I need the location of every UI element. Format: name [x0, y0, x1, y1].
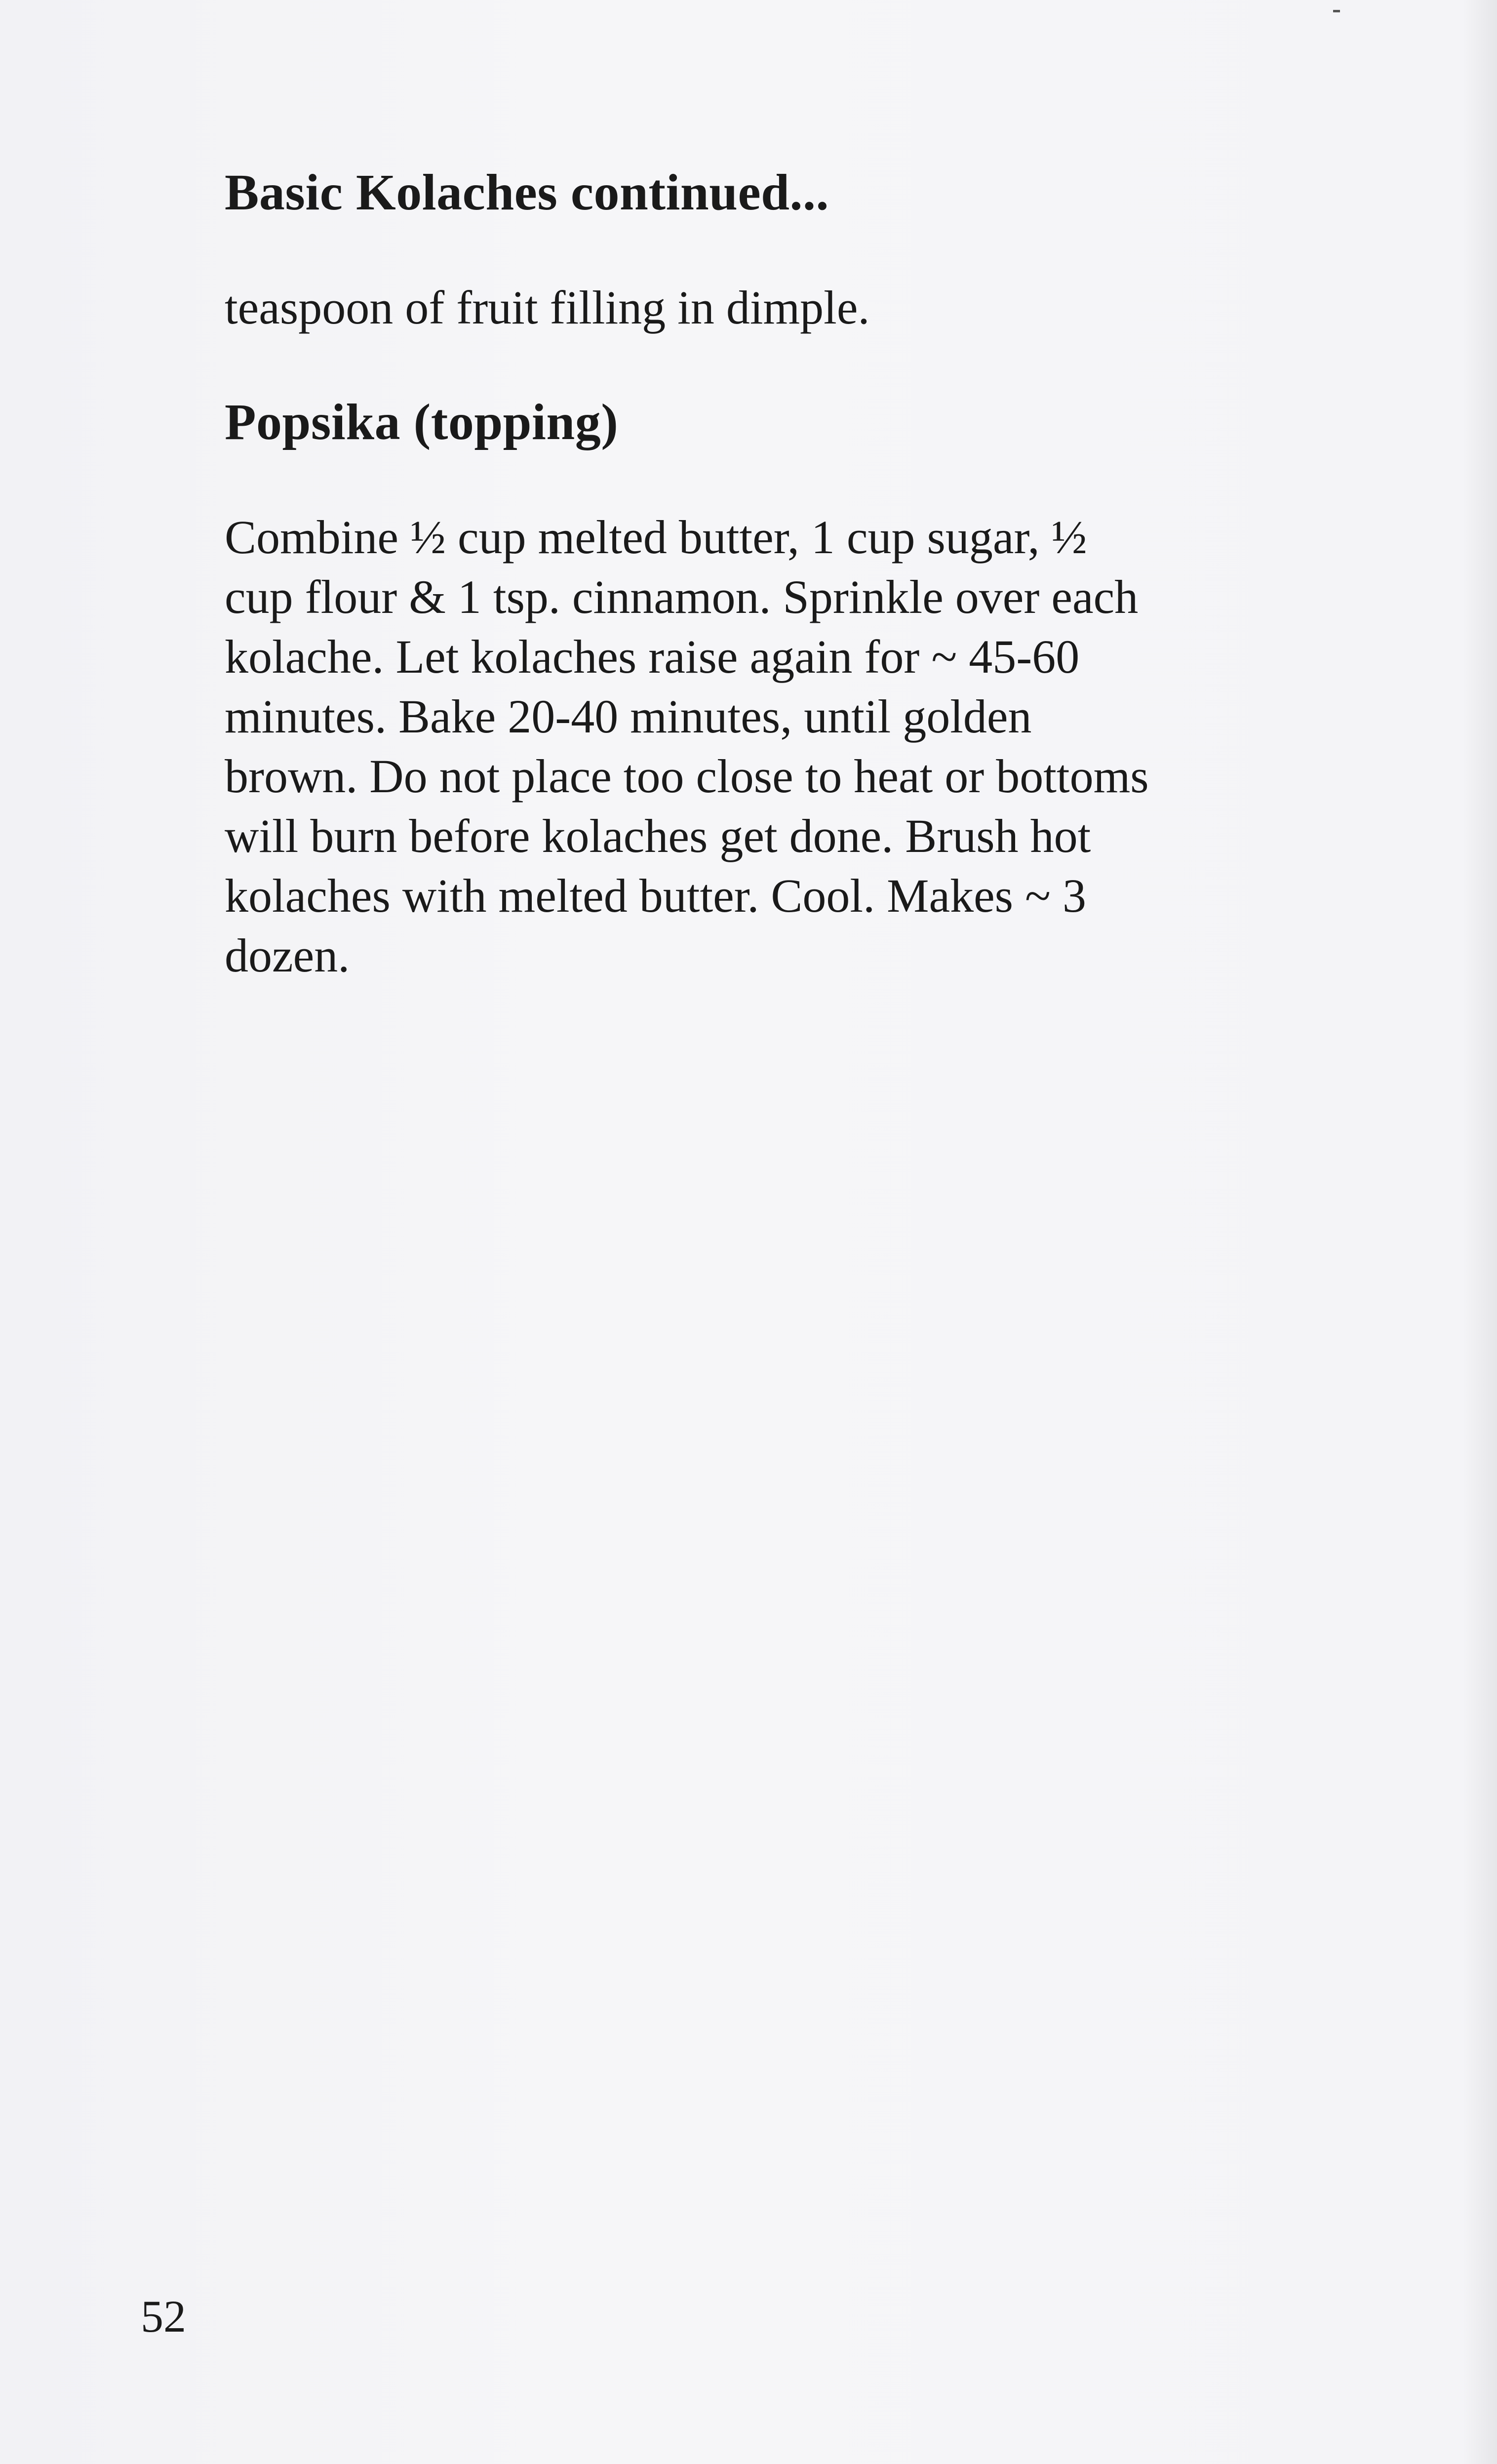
instruction-line: Combine ½ cup melted butter, 1 cup sugar, ½ [225, 511, 1087, 564]
page-edge-shadow [1462, 0, 1497, 2464]
instruction-line: kolache. Let kolaches raise again for ~ 45-60 [225, 630, 1080, 683]
topping-instructions [225, 507, 1360, 985]
instruction-line: kolaches with melted butter. Cool. Makes ~ 3 [225, 869, 1086, 922]
topping-heading: Popsika (topping) [225, 394, 619, 450]
page-number: 52 [141, 2291, 186, 2342]
instruction-line: minutes. Bake 20-40 minutes, until golden [225, 690, 1032, 743]
section-heading: Basic Kolaches continued... [225, 164, 829, 221]
instruction-line: dozen. [225, 929, 350, 982]
continued-text: teaspoon of fruit filling in dimple. [225, 281, 870, 334]
instruction-line: will burn before kolaches get done. Brush hot [225, 809, 1091, 862]
page-content [225, 163, 1360, 985]
instruction-line: cup flour & 1 tsp. cinnamon. Sprinkle over each [225, 570, 1139, 623]
instruction-line: brown. Do not place too close to heat or bottoms [225, 750, 1149, 803]
printing-mark [1333, 10, 1340, 12]
